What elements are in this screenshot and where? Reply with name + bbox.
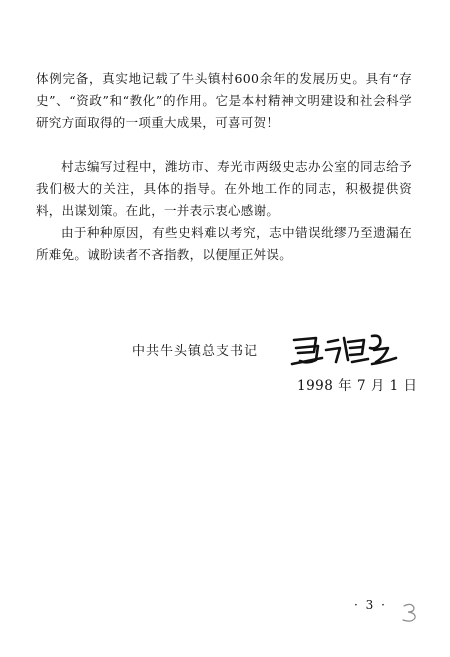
body-paragraph-2: 村志编写过程中，潍坊市、寿光市两级史志办公室的同志给予我们极大的关注，具体的指导。在外地工作的同志，积极提供资料，出谋划策。在此，一并表示衷心感谢。 <box>36 159 412 218</box>
body-paragraph-1: 体例完备，真实地记载了牛头镇村600余年的发展历史。具有“存史”、“资政”和“教化”的作用。它是本村精神文明建设和社会科学研究方面取得的一项重大成果，可喜可贺！ <box>36 71 412 130</box>
body-paragraph-3: 由于种种原因，有些史料难以考究，志中错误纰缪乃至遗漏在所难免。诚盼读者不吝指教，以便厘正舛误。 <box>36 225 412 262</box>
date: 1998 年 7 月 1 日 <box>297 378 418 394</box>
page-number: · 3 · <box>354 598 387 612</box>
signature-title: 中共牛头镇总支书记 <box>132 344 259 359</box>
pencil-mark-3 <box>398 600 422 624</box>
handwritten-signature <box>288 328 400 368</box>
